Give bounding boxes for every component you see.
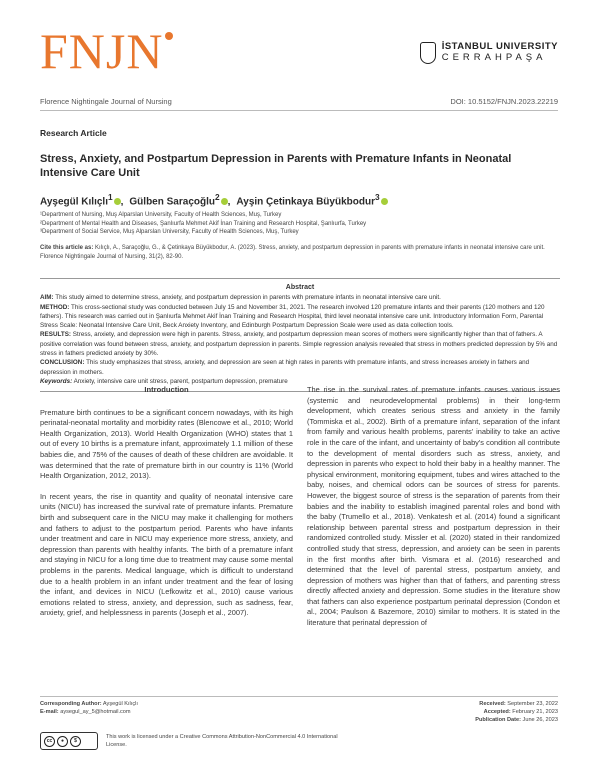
article-type: Research Article	[40, 128, 107, 138]
journal-name: Florence Nightingale Journal of Nursing	[40, 97, 172, 106]
nc-icon: $	[70, 736, 81, 747]
abstract-method: METHOD: This cross-sectional study was conducted between July 15 and November 31, 2021. The research involved 120 premature infants and their parents (120 mothers and 120 fathers). This research was carried out in Şanlıurfa Mehmet Akif İnan Training and Research Hospital, third level neonatal intensive care unit. Introductory Information Form, Parental Stress Scale: Neonatal Intensive Care Unit, Beck Anxiety Inventory, and Edinburgh Postpartum Depression Scale were used as data collection tools.	[40, 303, 545, 330]
cc-icon: cc	[44, 736, 55, 747]
abstract-results: RESULTS: Stress, anxiety, and depression were high in parents. Stress, anxiety, and postpartum depression mean scores of mothers were significantly higher than that of fathers. A positive correlation was found between stress, anxiety, and postpartum depression in parents. Simple regression analysis revealed that stress in mothers predicted depression by 5% and stress in fathers predicted anxiety by 30%.	[40, 331, 558, 358]
affiliation: ²Department of Mental Health and Diseases, Şanlıurfa Mehmet Akif İnan Training and Research Hospital, Şanlıurfa, Turkey	[40, 220, 367, 227]
abstract-aim: AIM: This study aimed to determine stress, anxiety, and postpartum depression in parents with premature infants in neonatal intensive care unit.	[40, 294, 441, 302]
body-column-left	[40, 385, 293, 629]
abstract-conclusion: CONCLUSION: This study emphasizes that stress, anxiety, and depression are seen at high rates in parents with premature infants, and stress increases anxiety in fathers and depression in mothers.	[40, 359, 530, 376]
body-column-right	[307, 385, 560, 639]
doi[interactable]: DOI: 10.5152/FNJN.2023.22219	[450, 97, 558, 106]
cc-license-badge[interactable]	[40, 732, 98, 750]
university-subname: CERRAHPAŞA	[441, 52, 547, 63]
article-title: Stress, Anxiety, and Postpartum Depression in Parents with Premature Infants in Neonatal Intensive Care Unit	[40, 153, 512, 179]
university-seal-icon	[420, 42, 436, 64]
email-link[interactable]: aysegul_ay_5@hotmail.com	[60, 709, 131, 715]
header-divider	[40, 110, 558, 111]
logo-dot-icon	[165, 32, 173, 40]
journal-logo: FNJN	[40, 26, 173, 76]
author[interactable]: Ayşegül Kılıçlı$^1$ ,	[40, 192, 124, 208]
orcid-icon[interactable]	[114, 198, 121, 205]
paragraph: Premature birth continues to be a significant concern nowadays, with its high perinatal-neonatal mortality and morbidity rates (Blencowe et al., 2010; World Health Organization, 2013). World Health Organization (WHO) states that 1 out of every 10 births is a premature infant, approximately 1.1 million of these babies die, and 75% of the causes of death of these children are avoidable. It was determined that the rate of premature birth in our country is 11% (World Health Organization, 2012, 2013).	[40, 407, 293, 481]
author-list	[40, 192, 388, 207]
abstract	[40, 278, 560, 392]
paragraph: The rise in the survival rates of premature infants causes various issues (systemic and neurodevelopmental problems) in their long-term development, which creates serious stress and anxiety in the family (Tommiska et al., 2002). Birth of a premature infant, separation of the infant from family and various health problems, parents' inability to take an active role in the care of the infant, and uncertainty of baby's condition all contribute to the development of mental disorders such as stress, anxiety, and depression in parents who expect to hold their baby in a healthy manner. The physical environment, monitoring equipment, tubes and wires attached to the baby, noises, and chemical odors can be sources of stress for parents. However, the biggest source of stress is the separation of parents from their babies and the inability to establish imagined parental roles and bond with the baby (Trumello et al., 2018). Venkatesh et al. (2014) found a significant relationship between parental stress and postpartum depression in their randomized controlled study. Missler et al. (2020) stated in their randomized controlled study that stress, depression, and anxiety can be seen in parents in the first months after birth. Vismara et al. (2016) researched and determined that the level of parental stress, postpartum anxiety, and depression of mothers was higher than that of fathers, and parenting stress directly affected anxiety and depression. Some studies in the literature show that fathers can also experience postpartum perinatal depression (Condon et al., 2004; Paulson & Bazemore, 2010) similar to mothers. It is stated in the literature that perinatal depression of	[307, 385, 560, 628]
orcid-icon[interactable]	[381, 198, 388, 205]
author[interactable]: Gülben Saraçoğlu$^2$ ,	[129, 192, 231, 208]
section-heading: Introduction	[144, 385, 189, 394]
abstract-heading: Abstract	[285, 284, 315, 291]
corresponding-author: Corresponding Author: Ayşegül Kılıçlı E-mail: aysegul_ay_5@hotmail.com	[40, 701, 138, 715]
publication-dates: Received: September 23, 2022 Accepted: February 21, 2023 Publication Date: June 26, 2023	[475, 701, 558, 723]
university-name: İSTANBUL UNIVERSITY	[441, 41, 558, 53]
footer-divider	[40, 696, 558, 697]
license-text: This work is licensed under a Creative Commons Attribution-NonCommercial 4.0 International License.	[106, 734, 338, 748]
abstract-keywords: Keywords: Anxiety, intensive care unit stress, parent, postpartum depression, premature	[40, 377, 288, 385]
author[interactable]: Ayşin Çetinkaya Büyükbodur$^3$	[236, 192, 387, 207]
university-logo	[420, 42, 558, 64]
orcid-icon[interactable]	[221, 198, 228, 205]
affiliations	[40, 211, 366, 237]
affiliation: ³Department of Social Service, Muş Alparslan University, Faculty of Health Sciences, Muş, Turkey	[40, 229, 299, 235]
affiliation: ¹Department of Nursing, Muş Alparslan University, Faculty of Health Sciences, Muş, Turkey	[40, 212, 282, 218]
cite-this-article: Cite this article as: Kılıçlı, A., Saraçoğlu, G., & Çetinkaya Büyükbodur, A. (2023). Stress, anxiety, and postpartum depression in parents with premature infants in neonatal intensive care unit. Florence Nightingale Journal of Nursing, 31(2), 82-90.	[40, 245, 545, 260]
paragraph: In recent years, the rise in quantity and quality of neonatal intensive care units (NICU) has increased the survival rate of premature infants. Premature birth and subsequent care in the NICU may make it challenging for mothers and fathers to adjust to the postpartum period. Parents who have infants under treatment and care in NICU may experience more stress, anxiety, and depression than parents with healthy infants. The birth of a premature infant and staying in NICU for a long time due to treatment may cause some mental problems in the parents. Medical language, which is difficult to understand due to a health problem in an infant under treatment and the fear of losing the infant, and devices in NICU (Lefkowitz et al., 2010) cause various emotions related to stress, anxiety, and depression, such as sadness, fear, anxiety, grief, and helplessness in parents (Joseph et al., 2007).	[40, 491, 293, 618]
by-icon: ●	[57, 736, 68, 747]
